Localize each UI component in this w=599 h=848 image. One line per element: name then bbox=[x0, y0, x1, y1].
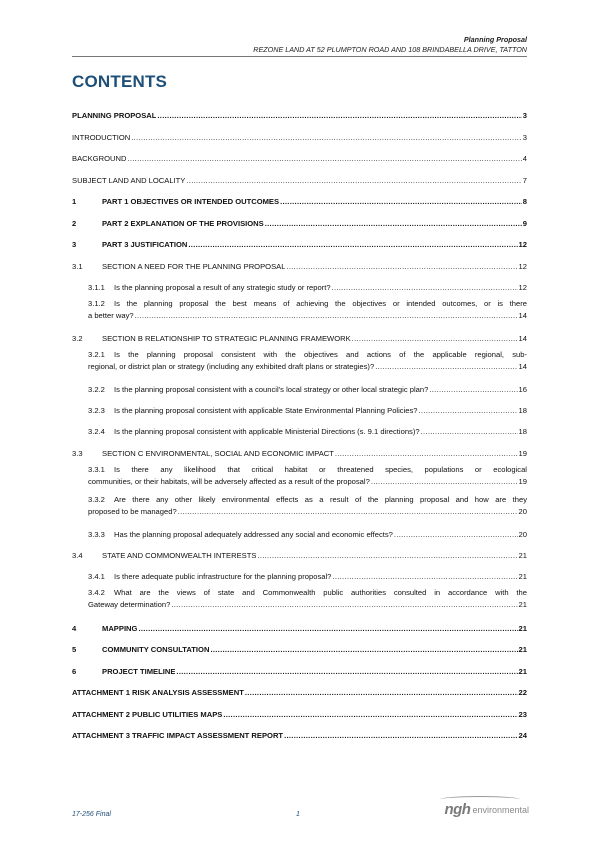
toc-leader-dots bbox=[178, 506, 518, 518]
toc-entry[interactable] bbox=[72, 550, 527, 560]
toc-entry-number: 5 bbox=[72, 645, 77, 654]
toc-page-number: 21 bbox=[518, 623, 527, 633]
toc-page-number: 21 bbox=[518, 600, 527, 609]
toc-entry-label: PLANNING PROPOSAL bbox=[72, 111, 157, 120]
toc-leader-dots bbox=[286, 262, 517, 271]
toc-entry[interactable] bbox=[72, 623, 527, 633]
toc-page-number: 21 bbox=[518, 551, 527, 560]
toc-entry-label: Has the planning proposal adequately addressed any social and economic effects? bbox=[114, 529, 393, 539]
toc-page-number: 14 bbox=[518, 362, 527, 371]
toc-entry-number: 3.4 bbox=[72, 551, 83, 560]
header-subtitle: REZONE LAND AT 52 PLUMPTON ROAD AND 108 BRINDABELLA DRIVE, TATTON bbox=[253, 44, 527, 54]
toc-entry-line bbox=[88, 349, 527, 361]
toc-page-number: 19 bbox=[518, 476, 527, 486]
toc-page-number: 19 bbox=[518, 448, 527, 458]
toc-entry[interactable] bbox=[72, 666, 527, 676]
toc-entry[interactable] bbox=[72, 405, 527, 415]
toc-entry[interactable] bbox=[72, 426, 527, 436]
toc-entry-line bbox=[88, 310, 527, 322]
toc-leader-dots bbox=[171, 599, 517, 611]
toc-page-number: 3 bbox=[522, 132, 527, 142]
toc-entry-label: SECTION A NEED FOR THE PLANNING PROPOSAL bbox=[102, 261, 286, 271]
toc-entry[interactable] bbox=[72, 261, 527, 271]
toc-entry[interactable] bbox=[72, 196, 527, 206]
toc-entry-label: proposed to be managed? bbox=[88, 506, 177, 516]
toc-entry[interactable] bbox=[72, 110, 527, 120]
toc-entry[interactable] bbox=[72, 175, 527, 185]
toc-entry-line bbox=[88, 464, 527, 476]
toc-leader-dots bbox=[375, 361, 517, 373]
toc-entry-label: SUBJECT LAND AND LOCALITY bbox=[72, 175, 186, 185]
toc-entry[interactable] bbox=[72, 282, 527, 292]
running-header bbox=[253, 35, 527, 54]
toc-leader-dots bbox=[186, 176, 521, 185]
toc-entry[interactable] bbox=[72, 587, 527, 611]
toc-entry[interactable] bbox=[72, 448, 527, 458]
toc-entry-line bbox=[88, 506, 527, 518]
toc-entry[interactable] bbox=[72, 239, 527, 249]
toc-entry-number: 3.2.4 bbox=[88, 427, 105, 436]
toc-entry-number: 2 bbox=[72, 218, 77, 228]
toc-leader-dots bbox=[188, 240, 517, 249]
toc-entry-label: STATE AND COMMONWEALTH INTERESTS bbox=[102, 551, 257, 560]
toc-page-number: 9 bbox=[522, 218, 527, 228]
toc-entry-label: INTRODUCTION bbox=[72, 132, 131, 142]
toc-entry-number: 3.2 bbox=[72, 334, 83, 343]
toc-entry-number: 3.2.1 bbox=[88, 350, 105, 359]
toc-leader-dots bbox=[265, 219, 522, 228]
toc-page-number: 7 bbox=[522, 175, 527, 185]
toc-page-number: 18 bbox=[518, 427, 527, 436]
toc-page-number: 21 bbox=[518, 666, 527, 676]
toc-leader-dots bbox=[421, 427, 518, 436]
toc-entry-label: Is the planning proposal consistent with a council’s local strategy or other local strategic plan? bbox=[114, 385, 429, 394]
toc-leader-dots bbox=[223, 710, 517, 719]
toc-entry-number: 3.4.1 bbox=[88, 572, 105, 581]
toc-entry-label: Is the planning proposal the best means of achieving the objectives or intended outcomes, or is there bbox=[114, 298, 527, 308]
toc-entry-label: a better way? bbox=[88, 310, 134, 320]
toc-entry-label: regional, or district plan or strategy (including any exhibited draft plans or strategies)? bbox=[88, 362, 375, 371]
toc-entry-number: 3.3.3 bbox=[88, 529, 105, 539]
toc-page-number: 12 bbox=[518, 261, 527, 271]
toc-entry-number: 3.3.1 bbox=[88, 464, 105, 474]
toc-entry-label: What are the views of state and Commonwealth public authorities consulted in accordance with the bbox=[114, 588, 527, 597]
toc-entry[interactable] bbox=[72, 464, 527, 488]
toc-entry-label: MAPPING bbox=[102, 623, 138, 633]
toc-entry-label: communities, or their habitats, will be adversely affected as a result of the proposal? bbox=[88, 476, 370, 486]
toc-entry-label: Is the planning proposal consistent with applicable Ministerial Directions (s. 9.1 directions)? bbox=[114, 427, 420, 436]
table-of-contents bbox=[72, 110, 527, 740]
toc-entry-number: 3.1.2 bbox=[88, 298, 105, 308]
toc-entry-number: 3 bbox=[72, 240, 77, 249]
toc-leader-dots bbox=[138, 624, 517, 633]
toc-entry-label: Is the planning proposal a result of any strategic study or report? bbox=[114, 282, 331, 292]
toc-page-number: 12 bbox=[518, 240, 527, 249]
toc-leader-dots bbox=[352, 334, 518, 343]
toc-entry-label: Are there any other likely environmental effects as a result of the planning proposal and how are they bbox=[114, 494, 527, 504]
toc-page-number: 16 bbox=[518, 385, 527, 394]
toc-entry-label: Is there any likelihood that critical habitat or threatened species, populations or ecological bbox=[114, 464, 527, 474]
toc-entry[interactable] bbox=[72, 218, 527, 228]
toc-entry[interactable] bbox=[72, 298, 527, 322]
toc-entry-label: ATTACHMENT 2 PUBLIC UTILITIES MAPS bbox=[72, 709, 223, 719]
toc-entry-label: ATTACHMENT 3 TRAFFIC IMPACT ASSESSMENT REPORT bbox=[72, 731, 284, 740]
logo-subtext: environmental bbox=[472, 804, 529, 815]
toc-entry-label: SECTION B RELATIONSHIP TO STRATEGIC PLANNING FRAMEWORK bbox=[102, 334, 351, 343]
toc-leader-dots bbox=[176, 667, 517, 676]
toc-leader-dots bbox=[335, 449, 518, 458]
toc-entry-label: PART 3 JUSTIFICATION bbox=[102, 240, 188, 249]
toc-page-number: 14 bbox=[518, 310, 527, 320]
document-reference: 17-256 Final bbox=[72, 811, 111, 818]
toc-entry-label: PART 2 EXPLANATION OF THE PROVISIONS bbox=[102, 218, 264, 228]
toc-entry-label: Is the planning proposal consistent with applicable State Environmental Planning Policies? bbox=[114, 406, 418, 415]
toc-leader-dots bbox=[135, 310, 518, 322]
toc-page-number: 20 bbox=[518, 529, 527, 539]
toc-entry-line bbox=[88, 476, 527, 488]
toc-page-number: 14 bbox=[518, 334, 527, 343]
toc-page-number: 18 bbox=[518, 406, 527, 415]
toc-entry-label: SECTION C ENVIRONMENTAL, SOCIAL AND ECONOMIC IMPACT bbox=[102, 448, 334, 458]
toc-leader-dots bbox=[280, 197, 522, 206]
toc-entry[interactable] bbox=[72, 153, 527, 163]
toc-page-number: 22 bbox=[518, 688, 527, 697]
toc-entry-number: 3.3.2 bbox=[88, 494, 105, 504]
toc-entry[interactable] bbox=[72, 132, 527, 142]
toc-page-number: 23 bbox=[518, 709, 527, 719]
toc-entry-line bbox=[88, 587, 527, 599]
toc-entry[interactable] bbox=[72, 644, 527, 654]
toc-leader-dots bbox=[157, 111, 521, 120]
toc-entry-number: 3.3 bbox=[72, 448, 83, 458]
toc-page-number: 20 bbox=[518, 506, 527, 516]
toc-entry[interactable] bbox=[72, 571, 527, 581]
toc-entry-line bbox=[88, 494, 527, 506]
toc-entry-line bbox=[88, 298, 527, 310]
toc-page-number: 21 bbox=[518, 572, 527, 581]
toc-entry-label: Is there adequate public infrastructure for the planning proposal? bbox=[114, 572, 332, 581]
toc-entry-line bbox=[88, 599, 527, 611]
toc-entry-label: BACKGROUND bbox=[72, 154, 127, 163]
toc-entry-number: 3.1 bbox=[72, 261, 83, 271]
toc-entry-label: COMMUNITY CONSULTATION bbox=[102, 645, 210, 654]
toc-entry-number: 3.4.2 bbox=[88, 588, 105, 597]
toc-entry-number: 3.2.3 bbox=[88, 406, 105, 415]
toc-page-number: 12 bbox=[518, 282, 527, 292]
toc-entry[interactable] bbox=[72, 333, 527, 343]
toc-leader-dots bbox=[210, 645, 517, 654]
toc-entry-label: ATTACHMENT 1 RISK ANALYSIS ASSESSMENT bbox=[72, 688, 244, 697]
toc-entry[interactable] bbox=[72, 349, 527, 373]
toc-page-number: 8 bbox=[522, 197, 527, 206]
toc-leader-dots bbox=[394, 530, 518, 539]
toc-leader-dots bbox=[371, 476, 518, 488]
toc-entry-label: PART 1 OBJECTIVES OR INTENDED OUTCOMES bbox=[102, 197, 280, 206]
toc-entry-label: PROJECT TIMELINE bbox=[102, 666, 176, 676]
page-title: CONTENTS bbox=[72, 72, 168, 91]
header-rule bbox=[72, 56, 527, 57]
toc-leader-dots bbox=[419, 406, 518, 415]
toc-leader-dots bbox=[284, 731, 517, 740]
logo-swoosh bbox=[440, 796, 520, 803]
toc-entry-number: 6 bbox=[72, 666, 77, 676]
toc-entry-line bbox=[88, 361, 527, 373]
header-title: Planning Proposal bbox=[463, 35, 527, 44]
toc-page-number: 4 bbox=[522, 154, 527, 163]
toc-entry[interactable] bbox=[72, 494, 527, 518]
toc-page-number: 3 bbox=[522, 111, 527, 120]
toc-page-number: 21 bbox=[518, 645, 527, 654]
toc-entry[interactable] bbox=[72, 529, 527, 539]
toc-entry-label: Is the planning proposal consistent with the objectives and actions of the applicable regional, sub- bbox=[114, 350, 527, 359]
toc-leader-dots bbox=[257, 551, 517, 560]
page-number: 1 bbox=[296, 811, 300, 818]
toc-leader-dots bbox=[332, 572, 517, 581]
toc-entry[interactable] bbox=[72, 709, 527, 719]
toc-leader-dots bbox=[131, 133, 522, 142]
toc-page-number: 24 bbox=[518, 731, 527, 740]
toc-entry[interactable] bbox=[72, 384, 527, 394]
toc-leader-dots bbox=[429, 385, 517, 394]
toc-entry[interactable] bbox=[72, 687, 527, 697]
toc-entry-label: Gateway determination? bbox=[88, 600, 171, 609]
toc-entry[interactable] bbox=[72, 730, 527, 740]
toc-entry-number: 1 bbox=[72, 197, 77, 206]
toc-leader-dots bbox=[332, 283, 518, 292]
toc-leader-dots bbox=[245, 688, 518, 697]
toc-entry-number: 4 bbox=[72, 623, 77, 633]
logo-wordmark: ngh bbox=[444, 801, 471, 818]
toc-entry-number: 3.1.1 bbox=[88, 282, 105, 292]
company-logo bbox=[444, 801, 529, 818]
toc-leader-dots bbox=[127, 154, 521, 163]
toc-entry-number: 3.2.2 bbox=[88, 385, 105, 394]
